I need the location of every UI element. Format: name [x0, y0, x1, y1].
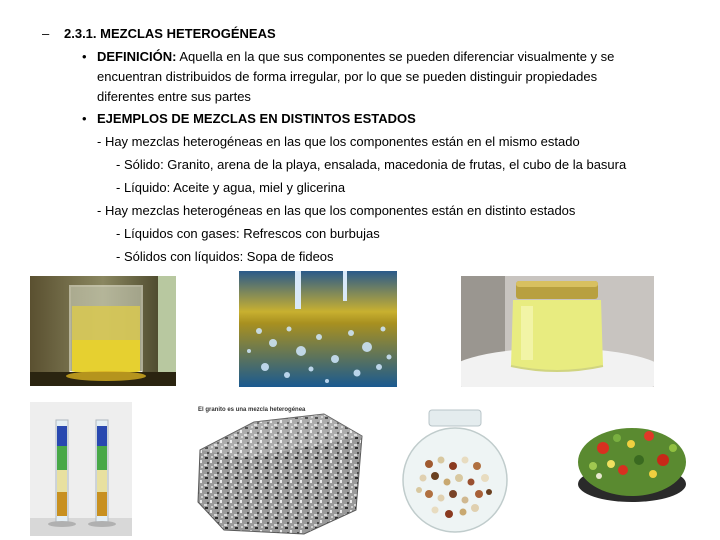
slide-heading: 2.3.1. MEZCLAS HETEROGÉNEAS — [64, 26, 276, 41]
same-state-intro: - Hay mezclas heterogéneas en las que los componentes están en el mismo estado — [97, 134, 580, 149]
granite-rock-image — [194, 406, 366, 536]
test-tubes-image — [30, 402, 132, 536]
heading-dash-marker: – — [42, 26, 50, 41]
definition-bullet: • — [82, 49, 87, 64]
definition-label: DEFINICIÓN: — [97, 49, 177, 64]
definition-line-2: encuentran distribuidos de forma irregular, por lo que se pueden distinguir propiedades — [97, 69, 598, 84]
jar-liquid-image — [461, 276, 654, 387]
granite-caption: El granito es una mezcla heterogénea — [198, 407, 306, 413]
solid-examples: - Sólido: Granito, arena de la playa, ensalada, macedonia de frutas, el cubo de la basura — [116, 157, 627, 172]
definition-line-1 — [97, 49, 614, 65]
liquid-examples: - Líquido: Aceite y agua, miel y glicerina — [116, 180, 346, 195]
solid-liquid-examples: - Sólidos con líquidos: Sopa de fideos — [116, 249, 334, 264]
bubbles-water-image — [239, 271, 397, 387]
liquid-gas-examples: - Líquidos con gases: Refrescos con burbujas — [116, 226, 380, 241]
definition-line-3: diferentes entre sus partes — [97, 89, 251, 104]
beaker-oil-water-image — [30, 276, 176, 386]
salad-bowl-image — [573, 414, 691, 506]
examples-title: EJEMPLOS DE MEZCLAS EN DISTINTOS ESTADOS — [97, 111, 416, 126]
examples-bullet: • — [82, 111, 87, 126]
different-state-intro: - Hay mezclas heterogéneas en las que los componentes están en distinto estados — [97, 203, 576, 218]
jar-legumes-image — [399, 404, 511, 536]
definition-text-1: Aquella en la que sus componentes se pueden diferenciar visualmente y se — [176, 49, 615, 64]
